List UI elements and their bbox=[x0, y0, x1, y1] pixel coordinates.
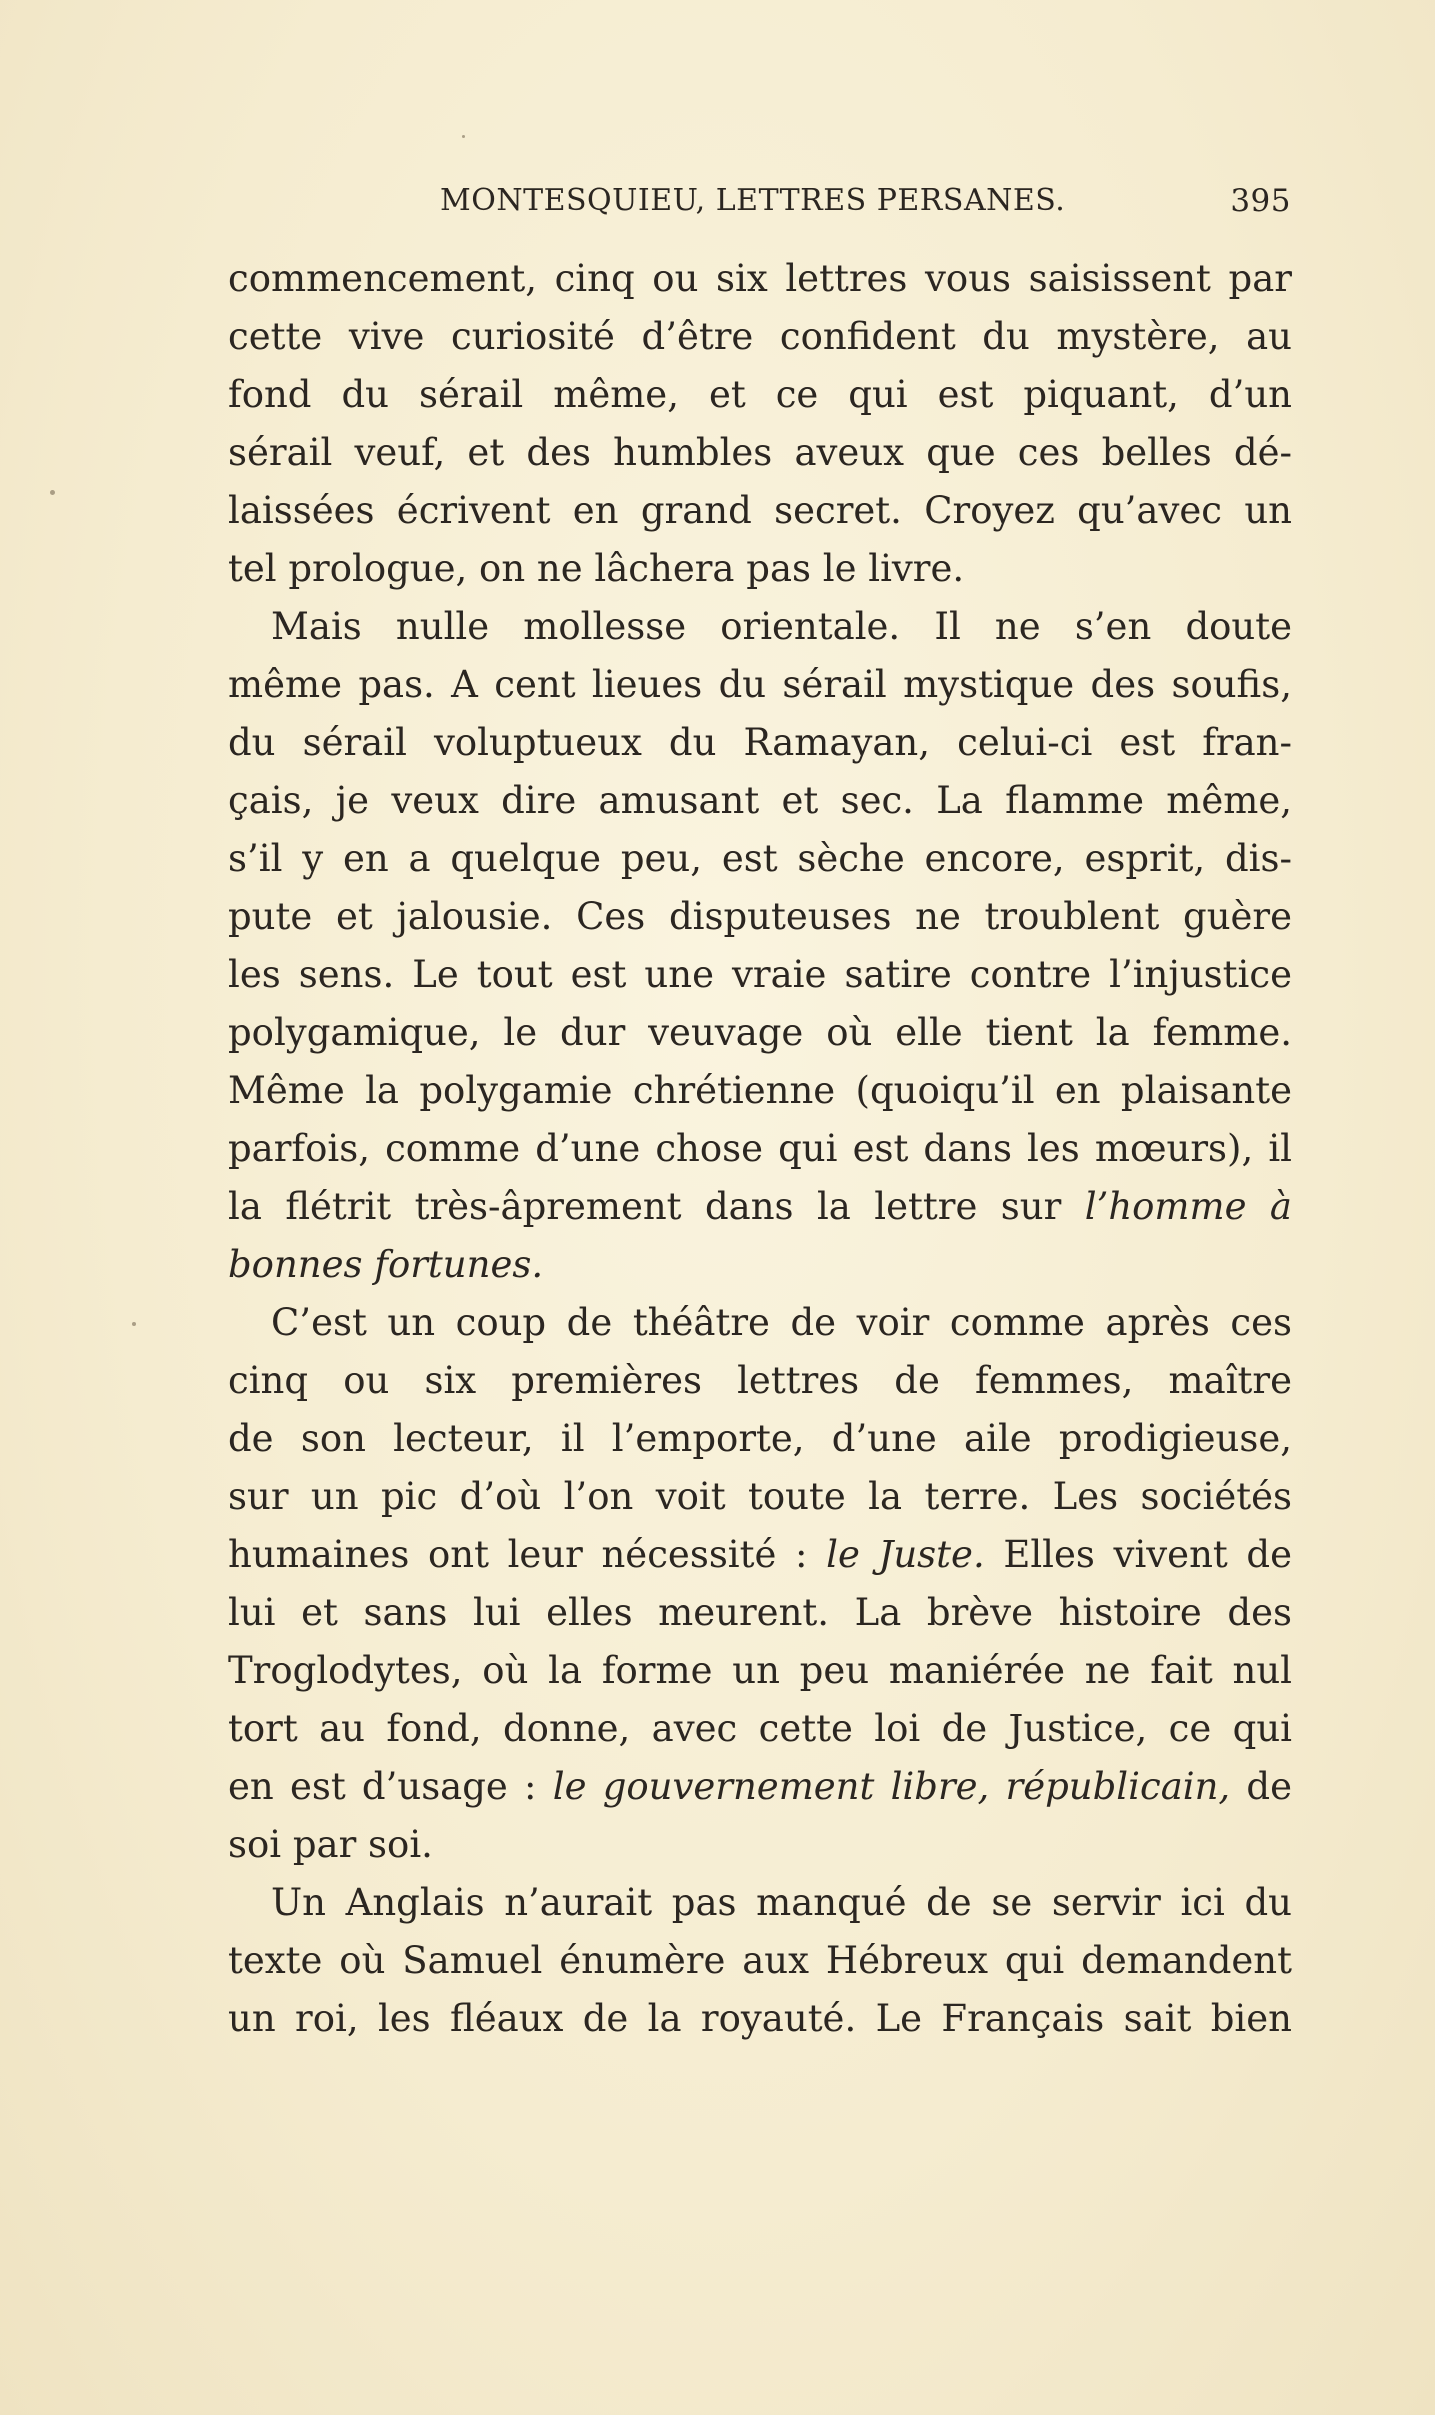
running-head bbox=[440, 183, 1291, 227]
text-line: texte où Samuel énumère aux Hébreux qui demandent bbox=[228, 1939, 1292, 1982]
text-line: Un Anglais n’aurait pas manqué de se servir ici du bbox=[271, 1881, 1292, 1924]
text-line: pute et jalousie. Ces disputeuses ne troublent guère bbox=[228, 895, 1292, 938]
paper-speck bbox=[132, 1322, 136, 1326]
page-number: 395 bbox=[1230, 183, 1291, 219]
text-line: sur un pic d’où l’on voit toute la terre. Les sociétés bbox=[228, 1475, 1292, 1518]
text-line: même pas. A cent lieues du sérail mystique des soufis, bbox=[228, 663, 1292, 706]
text-line: les sens. Le tout est une vraie satire contre l’injustice bbox=[228, 953, 1292, 996]
italic-title: bonnes fortunes. bbox=[228, 1243, 544, 1286]
text-line: Mais nulle mollesse orientale. Il ne s’en doute bbox=[271, 605, 1292, 648]
text-segment: en est d’usage : bbox=[228, 1765, 537, 1808]
text-line: de son lecteur, il l’emporte, d’une aile prodigieuse, bbox=[228, 1417, 1292, 1460]
body-text bbox=[228, 250, 1292, 2048]
text-segment: Elles vivent de bbox=[1003, 1533, 1292, 1576]
text-line: lui et sans lui elles meurent. La brève histoire des bbox=[228, 1591, 1292, 1634]
text-segment: humaines ont leur nécessité : bbox=[228, 1533, 808, 1576]
text-line: sérail veuf, et des humbles aveux que ces belles dé- bbox=[228, 431, 1292, 474]
text-line: C’est un coup de théâtre de voir comme après ces bbox=[271, 1301, 1292, 1344]
text-line: du sérail voluptueux du Ramayan, celui-ci est fran- bbox=[228, 721, 1292, 764]
text-line: fond du sérail même, et ce qui est piquant, d’un bbox=[228, 373, 1292, 416]
italic-phrase: le gouvernement libre, républicain, bbox=[552, 1765, 1231, 1808]
italic-title: l’homme à bbox=[1084, 1185, 1292, 1228]
text-line: çais, je veux dire amusant et sec. La flamme même, bbox=[228, 779, 1292, 822]
text-segment: de bbox=[1246, 1765, 1293, 1808]
text-line: tel prologue, on ne lâchera pas le livre. bbox=[228, 547, 965, 590]
text-line: polygamique, le dur veuvage où elle tient la femme. bbox=[228, 1011, 1292, 1054]
text-line: Même la polygamie chrétienne (quoiqu’il en plaisante bbox=[228, 1069, 1292, 1112]
text-line: cette vive curiosité d’être confident du mystère, au bbox=[228, 315, 1292, 358]
text-line: tort au fond, donne, avec cette loi de Justice, ce qui bbox=[228, 1707, 1292, 1750]
paper-speck bbox=[50, 490, 55, 495]
running-title: MONTESQUIEU, LETTRES PERSANES. bbox=[440, 183, 1066, 218]
text-line bbox=[228, 1758, 1292, 1816]
text-line: parfois, comme d’une chose qui est dans les mœurs), il bbox=[228, 1127, 1292, 1170]
text-line: soi par soi. bbox=[228, 1823, 433, 1866]
text-line: un roi, les fléaux de la royauté. Le Français sait bien bbox=[228, 1997, 1292, 2040]
paper-speck bbox=[462, 135, 465, 138]
text-line: cinq ou six premières lettres de femmes, maître bbox=[228, 1359, 1292, 1402]
text-line: commencement, cinq ou six lettres vous saisissent par bbox=[228, 257, 1292, 300]
text-line bbox=[228, 1236, 1292, 1294]
text-line: s’il y en a quelque peu, est sèche encore, esprit, dis- bbox=[228, 837, 1292, 880]
text-line bbox=[228, 1178, 1292, 1236]
text-line bbox=[228, 1526, 1292, 1584]
text-line: laissées écrivent en grand secret. Croyez qu’avec un bbox=[228, 489, 1292, 532]
text-line: Troglodytes, où la forme un peu maniérée ne fait nul bbox=[228, 1649, 1292, 1692]
italic-phrase: le Juste. bbox=[826, 1533, 985, 1576]
text-segment: la flétrit très-âprement dans la lettre sur bbox=[228, 1185, 1062, 1228]
